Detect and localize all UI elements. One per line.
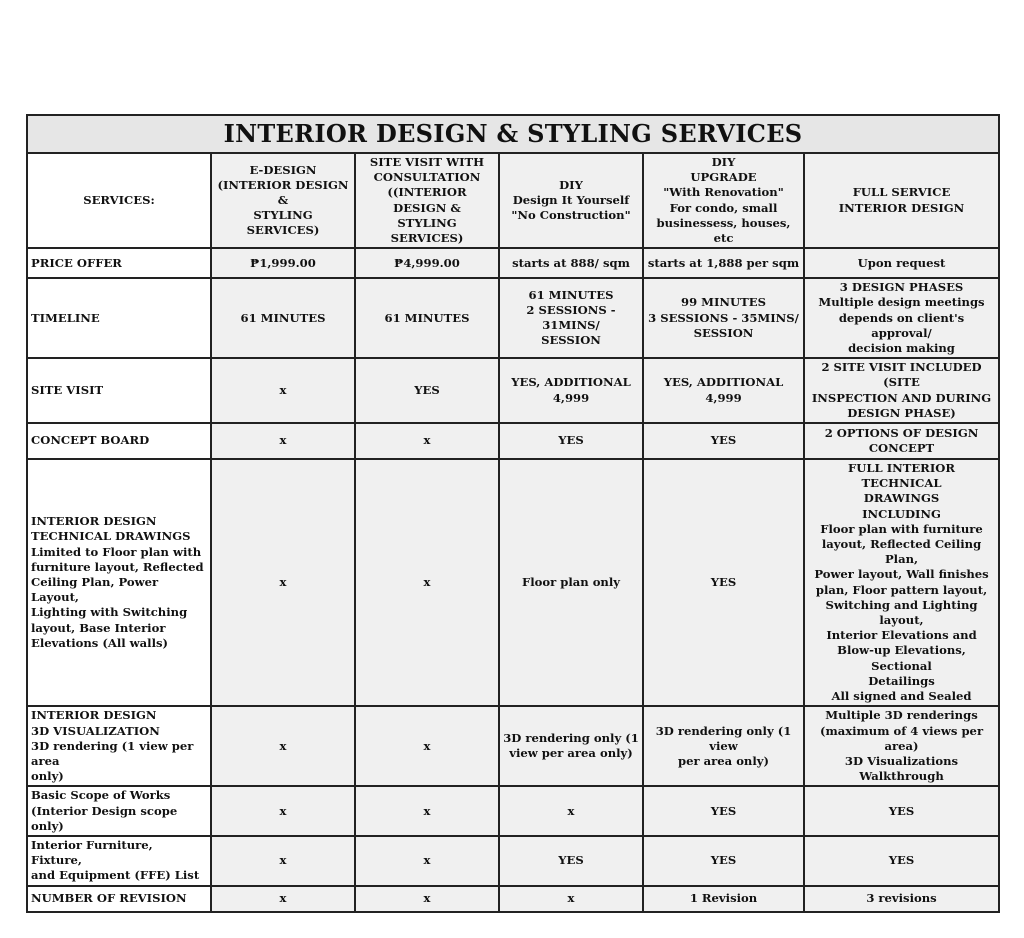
table-cell: 2 SITE VISIT INCLUDED (SITE INSPECTION AND DURING DESIGN PHASE) <box>804 358 999 423</box>
table-cell: YES, ADDITIONAL 4,999 <box>643 358 804 423</box>
table-cell: 61 MINUTES 2 SESSIONS - 31MINS/ SESSION <box>499 278 643 358</box>
table-cell: YES, ADDITIONAL 4,999 <box>499 358 643 423</box>
table-cell: x <box>211 836 355 886</box>
row-label-timeline: TIMELINE <box>27 278 211 358</box>
table-row <box>27 706 999 786</box>
table-cell: x <box>355 706 499 786</box>
row-label-price-offer: PRICE OFFER <box>27 248 211 278</box>
table-row <box>27 278 999 358</box>
table-cell: x <box>499 786 643 836</box>
row-label-technical-drawings: INTERIOR DESIGN TECHNICAL DRAWINGS Limited to Floor plan with furniture layout, Reflected Ceiling Plan, Power Layout, Lighting with Switching layout, Base Interior Elevations (All walls) <box>27 459 211 706</box>
header-site-visit-consultation: SITE VISIT WITH CONSULTATION ((INTERIOR DESIGN & STYLING SERVICES) <box>355 153 499 248</box>
table-cell: x <box>355 886 499 912</box>
table-cell: x <box>355 786 499 836</box>
header-full-service: FULL SERVICE INTERIOR DESIGN <box>804 153 999 248</box>
table-cell: x <box>211 423 355 459</box>
table-cell: 1 Revision <box>643 886 804 912</box>
table-row <box>27 459 999 706</box>
table-cell: x <box>211 886 355 912</box>
header-services: SERVICES: <box>27 153 211 248</box>
table-cell: Floor plan only <box>499 459 643 706</box>
table-cell: 2 OPTIONS OF DESIGN CONCEPT <box>804 423 999 459</box>
table-cell: x <box>211 706 355 786</box>
row-label-3d-visualization: INTERIOR DESIGN 3D VISUALIZATION 3D rendering (1 view per area only) <box>27 706 211 786</box>
table-cell: ₱1,999.00 <box>211 248 355 278</box>
table-cell: YES <box>643 786 804 836</box>
table-cell: 99 MINUTES 3 SESSIONS - 35MINS/ SESSION <box>643 278 804 358</box>
table-cell: 61 MINUTES <box>355 278 499 358</box>
table-cell: starts at 888/ sqm <box>499 248 643 278</box>
table-cell: x <box>211 786 355 836</box>
table-cell: x <box>499 886 643 912</box>
table-cell: YES <box>355 358 499 423</box>
table-cell: 3D rendering only (1 view per area only) <box>643 706 804 786</box>
header-diy-upgrade: DIY UPGRADE "With Renovation" For condo, small businessess, houses, etc <box>643 153 804 248</box>
table-row <box>27 836 999 886</box>
table-cell: ₱4,999.00 <box>355 248 499 278</box>
table-title: INTERIOR DESIGN & STYLING SERVICES <box>27 115 999 153</box>
table-cell: x <box>355 836 499 886</box>
table-cell: x <box>355 459 499 706</box>
table-cell: Multiple 3D renderings (maximum of 4 views per area) 3D Visualizations Walkthrough <box>804 706 999 786</box>
row-label-concept-board: CONCEPT BOARD <box>27 423 211 459</box>
header-e-design: E-DESIGN (INTERIOR DESIGN & STYLING SERVICES) <box>211 153 355 248</box>
table-cell: 3 revisions <box>804 886 999 912</box>
table-cell: 3D rendering only (1 view per area only) <box>499 706 643 786</box>
row-label-number-of-revision: NUMBER OF REVISION <box>27 886 211 912</box>
table-cell: YES <box>643 836 804 886</box>
table-cell: YES <box>804 786 999 836</box>
title-row <box>27 115 999 153</box>
table-cell: FULL INTERIOR TECHNICAL DRAWINGS INCLUDING Floor plan with furniture layout, Reflected Ceiling Plan, Power layout, Wall finishes plan, Floor pattern layout, Switching and Lighting layout, Interior Elevations and Blow-up Elevations, Sectional Detailings All signed and Sealed <box>804 459 999 706</box>
table-cell: YES <box>804 836 999 886</box>
table-cell: YES <box>643 459 804 706</box>
table-cell: YES <box>643 423 804 459</box>
table-cell: x <box>355 423 499 459</box>
header-diy: DIY Design It Yourself "No Construction" <box>499 153 643 248</box>
table-cell: 61 MINUTES <box>211 278 355 358</box>
table-cell: x <box>211 358 355 423</box>
row-label-scope-of-works: Basic Scope of Works (Interior Design scope only) <box>27 786 211 836</box>
table-cell: x <box>211 459 355 706</box>
table-cell: starts at 1,888 per sqm <box>643 248 804 278</box>
services-comparison-table <box>26 114 1000 913</box>
services-table-wrapper <box>26 114 998 913</box>
table-cell: 3 DESIGN PHASES Multiple design meetings depends on client's approval/ decision making <box>804 278 999 358</box>
table-row <box>27 358 999 423</box>
table-cell: Upon request <box>804 248 999 278</box>
row-label-site-visit: SITE VISIT <box>27 358 211 423</box>
table-row <box>27 786 999 836</box>
table-cell: YES <box>499 423 643 459</box>
table-row <box>27 423 999 459</box>
table-cell: YES <box>499 836 643 886</box>
header-row <box>27 153 999 248</box>
row-label-ffe-list: Interior Furniture, Fixture, and Equipment (FFE) List <box>27 836 211 886</box>
table-row <box>27 886 999 912</box>
table-row <box>27 248 999 278</box>
